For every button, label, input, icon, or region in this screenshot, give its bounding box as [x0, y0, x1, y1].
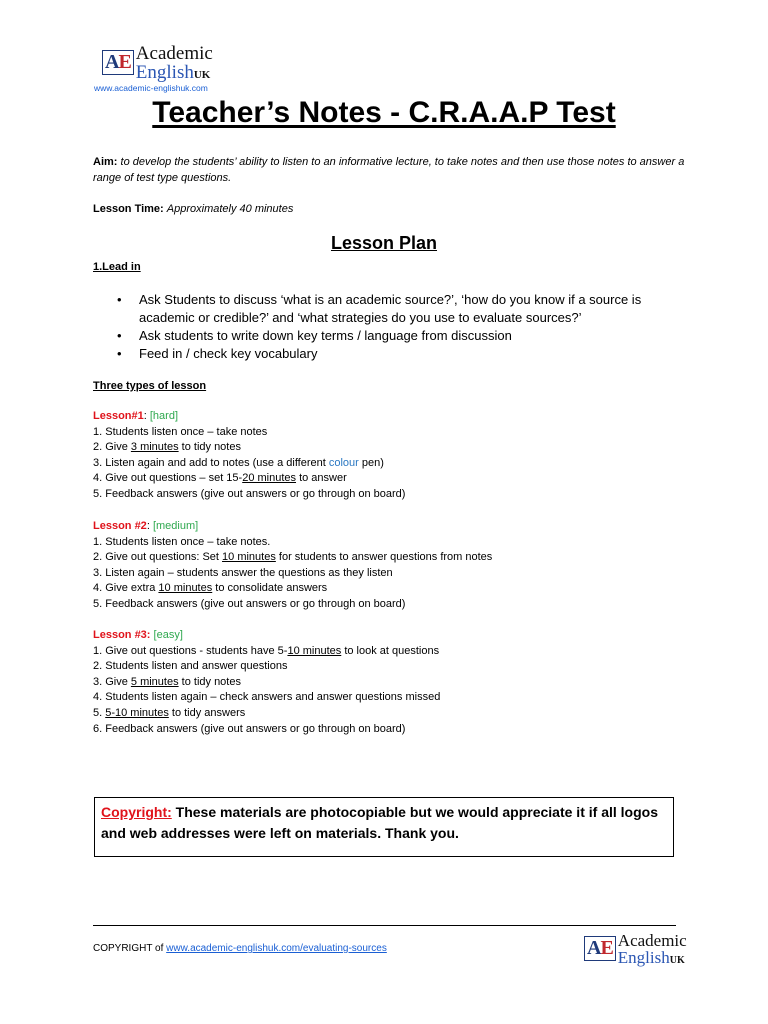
lesson-3-block [93, 628, 693, 737]
lesson-1-block [93, 409, 693, 503]
lesson-step: 5. Feedback answers (give out answers or go through on board) [93, 487, 406, 500]
aim-text: to develop the students’ ability to listen to an informative lecture, to take notes and then use those notes to answer a range of test type questions. [93, 156, 685, 184]
list-item: • Feed in / check key vocabulary [117, 345, 677, 363]
lesson-step: 3. Give 5 minutes to tidy notes [93, 675, 241, 688]
footer-logo [584, 932, 687, 966]
lesson-step: 3. Listen again and add to notes (use a different colour pen) [93, 456, 384, 469]
lesson-2-block [93, 519, 693, 613]
logo-line1: Academic [617, 931, 687, 950]
aim-label: Aim: [93, 156, 118, 168]
lesson-time-value: Approximately 40 minutes [166, 203, 294, 215]
page-title: Teacher’s Notes - C.R.A.A.P Test [152, 96, 616, 129]
copyright-label: Copyright: [101, 804, 172, 820]
lead-in-list [117, 291, 677, 363]
footer-link[interactable]: www.academic-englishuk.com/evaluating-sources [166, 943, 387, 954]
copyright-notice [94, 797, 674, 857]
lesson-step: 5. Feedback answers (give out answers or go through on board) [93, 597, 406, 610]
logo-url[interactable]: www.academic-englishuk.com [94, 83, 208, 93]
lesson-step: 5. 5-10 minutes to tidy answers [93, 706, 246, 719]
logo-line1: Academic [135, 43, 213, 64]
lesson-plan-heading: Lesson Plan [330, 233, 438, 253]
lead-in-heading: 1.Lead in [93, 261, 141, 273]
lesson-step: 4. Give extra 10 minutes to consolidate answers [93, 582, 328, 595]
logo-line2: English [135, 62, 194, 83]
footer-divider [93, 925, 676, 926]
logo-uk: UK [669, 955, 685, 966]
lesson-step: 3. Listen again – students answer the questions as they listen [93, 566, 393, 579]
lesson-step: 1. Give out questions - students have 5-10 minutes to look at questions [93, 644, 440, 657]
lesson-step: 2. Students listen and answer questions [93, 660, 288, 673]
difficulty-badge: [easy] [153, 629, 183, 641]
list-item: • Ask students to write down key terms / language from discussion [117, 327, 677, 345]
ae-logo-mark: AE [102, 50, 134, 75]
lesson-step: 4. Students listen again – check answers and answer questions missed [93, 691, 441, 704]
logo-line2: English [617, 948, 670, 967]
lesson-3-heading: Lesson #3: [easy] [93, 629, 183, 641]
lesson-1-heading: Lesson#1: [hard] [93, 410, 179, 422]
lesson-step: 1. Students listen once – take notes [93, 425, 268, 438]
logo-wordmark [618, 932, 687, 966]
types-heading: Three types of lesson [93, 380, 207, 392]
list-item: • Ask Students to discuss ‘what is an academic source?’, ‘how do you know if a source is academic or credible?’ and ‘what strategies do you use to evaluate sources?’ [117, 291, 677, 327]
lesson-step: 2. Give 3 minutes to tidy notes [93, 441, 241, 454]
lesson-step: 6. Feedback answers (give out answers or go through on board) [93, 722, 406, 735]
logo-wordmark [136, 44, 213, 82]
logo-uk: UK [193, 69, 211, 81]
header-logo [102, 44, 213, 82]
ae-logo-mark: AE [584, 936, 616, 961]
difficulty-badge: [hard] [149, 410, 179, 422]
lesson-step: 2. Give out questions: Set 10 minutes for students to answer questions from notes [93, 551, 493, 564]
lesson-step: 1. Students listen once – take notes. [93, 535, 271, 548]
lesson-2-heading: Lesson #2: [medium] [93, 520, 199, 532]
copyright-text: These materials are photocopiable but we would appreciate it if all logos and web addresses were left on materials. Thank you. [101, 804, 658, 841]
footer-copyright: COPYRIGHT of www.academic-englishuk.com/evaluating-sources [93, 943, 387, 954]
difficulty-badge: [medium] [152, 520, 199, 532]
lesson-time-label: Lesson Time: [93, 203, 164, 215]
aim-paragraph [93, 154, 693, 186]
lesson-time [93, 201, 293, 217]
lesson-step: 4. Give out questions – set 15-20 minutes to answer [93, 472, 347, 485]
